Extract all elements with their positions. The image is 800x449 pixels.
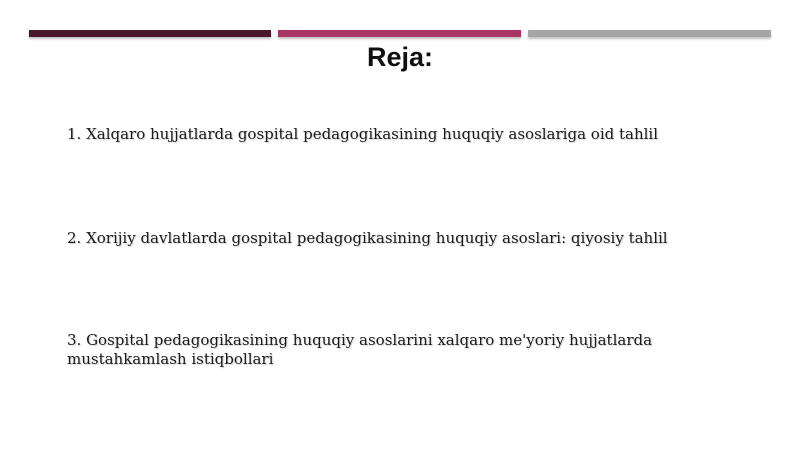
agenda-item-1: 1. Xalqaro hujjatlarda gospital pedagogikasining huquqiy asoslariga oid tahlil bbox=[67, 125, 659, 143]
agenda-item-2: 2. Xorijiy davlatlarda gospital pedagogikasining huquqiy asoslari: qiyosiy tahlil bbox=[67, 229, 668, 247]
accent-bar-magenta bbox=[278, 30, 521, 37]
accent-bar-dark-maroon bbox=[29, 30, 271, 37]
accent-bar-gray bbox=[528, 30, 771, 37]
agenda-item-3: 3. Gospital pedagogikasining huquqiy asoslarini xalqaro me'yoriy hujjatlarda mustahkamlash istiqbollari bbox=[67, 331, 653, 368]
slide-title: Reja: bbox=[366, 42, 434, 72]
